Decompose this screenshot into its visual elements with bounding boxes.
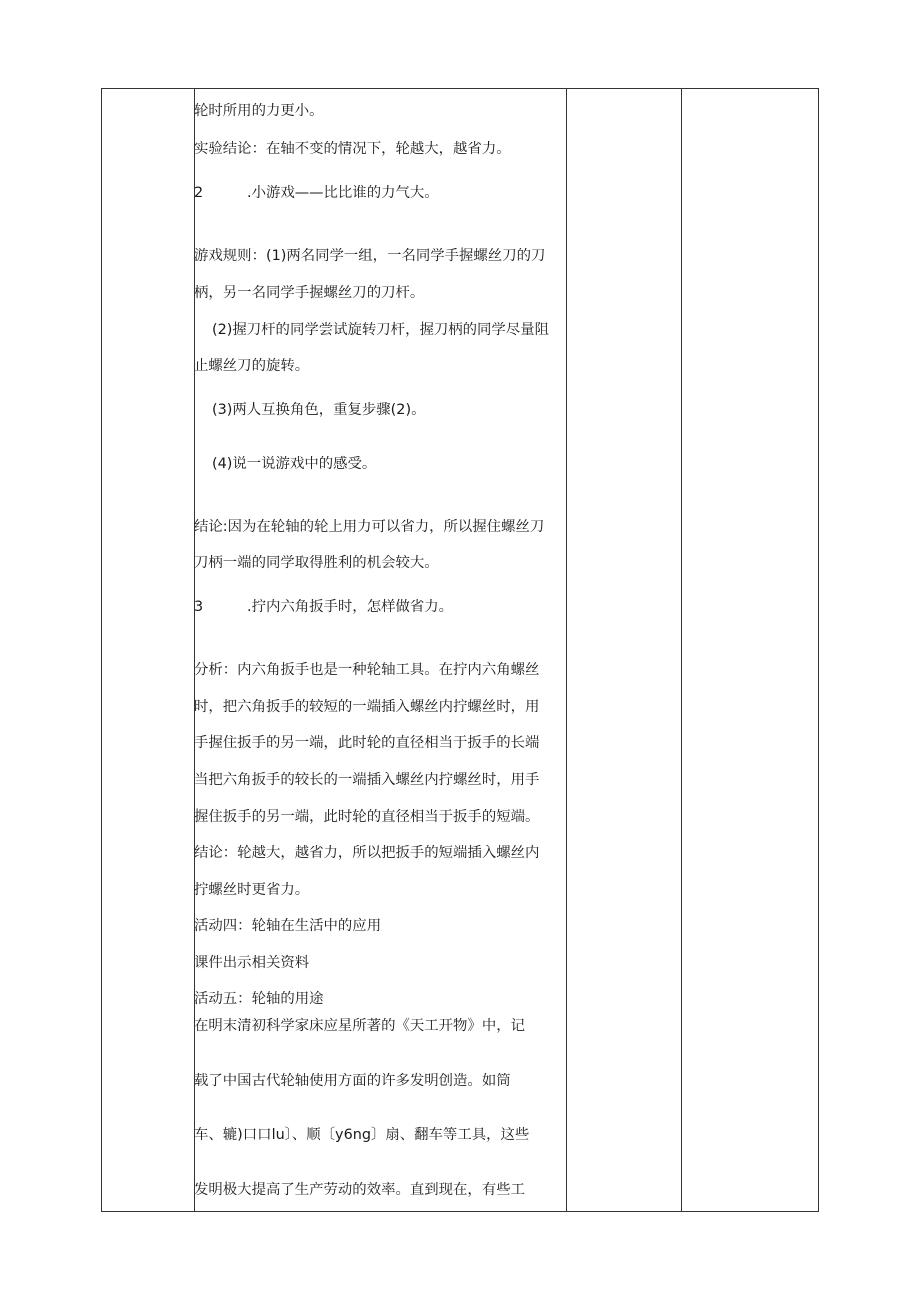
text-line: (4)说一说游戏中的感受。 [212, 456, 377, 472]
text-line: 时，把六角扳手的较短的一端插入螺丝内拧螺丝时，用 [194, 699, 540, 715]
text-line: (3)两人互换角色，重复步骤(2)。 [212, 402, 426, 418]
text-line: 轮时所用的力更小。 [194, 103, 324, 119]
text-line: 刀柄一端的同学取得胜利的机会较大。 [194, 555, 439, 571]
text-line: 柄，另一名同学手握螺丝刀的刀杆。 [194, 285, 425, 301]
text-line: 分析：内六角扳手也是一种轮轴工具。在拧内六角螺丝 [194, 662, 540, 678]
text-line: 拧螺丝时更省力。 [194, 882, 310, 898]
text-line: 在明末清初科学家床应星所著的《天工开物》中，记 [194, 1018, 525, 1034]
text-line: 车、辘)口口lu〕、顺〔y6ng〕扇、翻车等工具，这些 [194, 1127, 530, 1143]
text-line: 游戏规则：(1)两名同学一组，一名同学手握螺丝刀的刀 [194, 248, 546, 264]
text-line: 当把六角扳手的较长的一端插入螺丝内拧螺丝时，用手 [194, 772, 540, 788]
item-heading: .拧内六角扳手时，怎样做省力。 [247, 599, 454, 615]
item-heading: .小游戏——比比谁的力气大。 [247, 185, 439, 201]
lesson-content-column [194, 0, 566, 1301]
column-divider-2 [566, 89, 567, 1211]
text-line: 结论：轮越大，越省力，所以把扳手的短端插入螺丝内 [194, 845, 540, 861]
text-line: (2)握刀杆的同学尝试旋转刀杆，握刀柄的同学尽量阻 [212, 322, 549, 338]
text-line: 止螺丝刀的旋转。 [194, 358, 310, 374]
item-number: 3 [194, 599, 204, 615]
text-line: 课件出示相关资料 [194, 955, 310, 971]
text-line: 活动四：轮轴在生活中的应用 [194, 918, 382, 934]
text-line: 手握住扳手的另一端，此时轮的直径相当于扳手的长端 [194, 735, 540, 751]
text-line: 发明极大提高了生产劳动的效率。直到现在，有些工 [194, 1182, 525, 1198]
text-line: 实验结论：在轴不变的情况下，轮越大，越省力。 [194, 141, 511, 157]
item-number: 2 [194, 185, 204, 201]
column-divider-3 [681, 89, 682, 1211]
text-line: 结论:因为在轮轴的轮上用力可以省力，所以握住螺丝刀 [194, 519, 545, 535]
text-line: 活动五：轮轴的用途 [194, 991, 324, 1007]
text-line: 握住扳手的另一端，此时轮的直径相当于扳手的短端。 [194, 809, 540, 825]
text-line: 载了中国古代轮轴使用方面的许多发明创造。如筒 [194, 1073, 511, 1089]
